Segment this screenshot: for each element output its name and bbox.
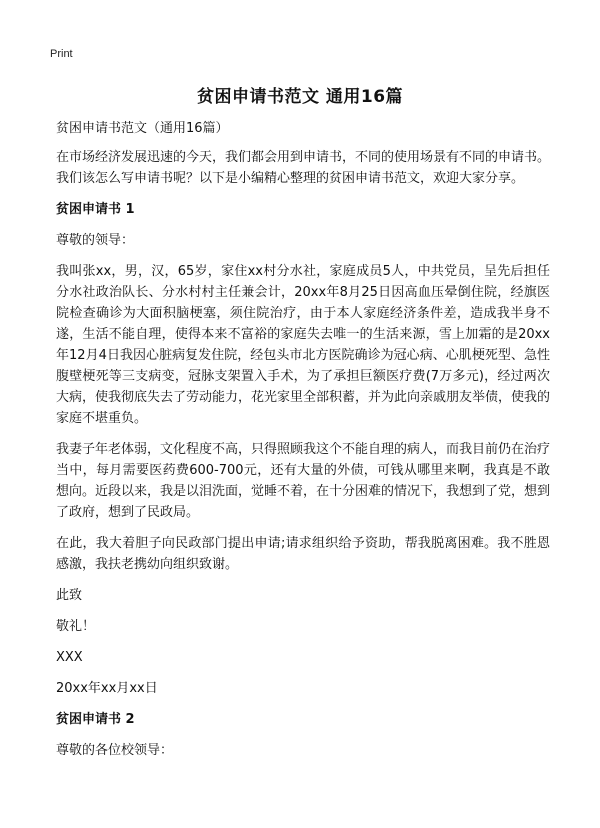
section-heading-1: 贫困申请书 1 <box>56 202 135 217</box>
body-paragraph-1: 我叫张xx，男，汉，65岁，家住xx村分水社，家庭成员5人，中共党员，呈先后担任分水社政治队长、分水村村主任兼会计，20xx年8月25日因高血压晕倒住院，经旗医院检查确诊为大面积脑梗塞，须住院治疗，由于本人家庭经济条件差，造成我半身不遂，生活不能自理，使得本来不富裕的家庭失去唯一的生活来源，雪上加霜的是20xx年12月4日我因心脏病复发住院，经包头市北方医院确诊为冠心病、心肌梗死型、急性腹壁梗死等三支病变，冠脉支架置入手术，为了承担巨额医疗费(7万多元)，经过两次大病，使我彻底失去了劳动能力，花光家里全部积蓄，并为此向亲戚朋友举债，使我的家庭不堪重负。 <box>56 264 551 426</box>
print-link[interactable]: Print <box>50 48 73 60</box>
regards-line: 敬礼！ <box>56 619 96 634</box>
document-body <box>56 118 550 771</box>
closing-line: 此致 <box>56 588 83 603</box>
body-paragraph-3: 在此，我大着胆子向民政部门提出申请;请求组织给予资助，帮我脱离困难。我不胜恩感激，我扶老携幼向组织致谢。 <box>56 536 550 572</box>
section-heading-2: 贫困申请书 2 <box>56 712 135 727</box>
date-line: 20xx年xx月xx日 <box>56 681 158 696</box>
salutation-2: 尊敬的各位校领导： <box>56 743 174 758</box>
document-subtitle: 贫困申请书范文（通用16篇） <box>56 121 229 136</box>
body-paragraph-2: 我妻子年老体弱，文化程度不高，只得照顾我这个不能自理的病人，而我目前仍在治疗当中，每月需要医药费600-700元，还有大量的外债，可钱从哪里来啊，我真是不敢想向。近段以来，我是以泪洗面，觉睡不着，在十分困难的情况下，我想到了党，想到了政府，想到了民政局。 <box>56 442 551 520</box>
page-title: 贫困申请书范文 通用16篇 <box>196 87 404 107</box>
salutation-1: 尊敬的领导： <box>56 233 135 248</box>
intro-paragraph: 在市场经济发展迅速的今天，我们都会用到申请书，不同的使用场景有不同的申请书。我们该怎么写申请书呢？以下是小编精心整理的贫困申请书范文，欢迎大家分享。 <box>56 150 551 186</box>
signature: XXX <box>56 650 83 665</box>
